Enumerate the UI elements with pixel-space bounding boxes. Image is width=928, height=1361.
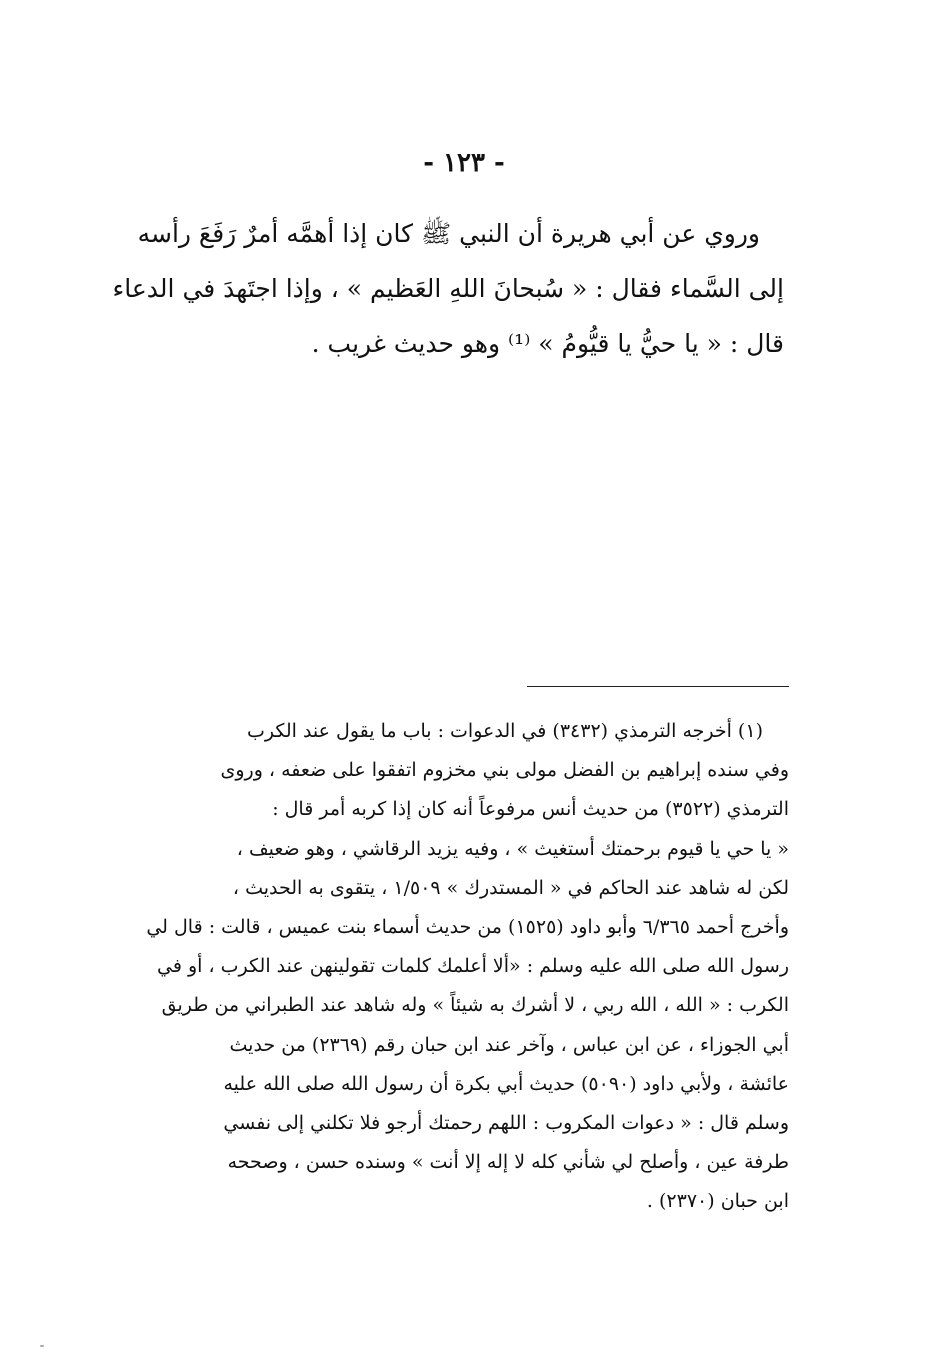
main-text-line: إلى السَّماء فقال : « سُبحانَ اللهِ العَظيم » ، وإذا اجتَهدَ في الدعاء — [112, 274, 784, 303]
footnote-line: رسول الله صلى الله عليه وسلم : «ألا أعلمك كلمات تقولينهن عند الكرب ، أو في — [157, 955, 789, 978]
footnote-line: أبي الجوزاء ، عن ابن عباس ، وآخر عند ابن حبان رقم (٢٣٦٩) من حديث — [229, 1033, 789, 1056]
footnote-line: طرفة عين ، وأصلح لي شأني كله لا إله إلا أنت » وسنده حسن ، وصححه — [227, 1151, 789, 1174]
footnote-line: لكن له شاهد عند الحاكم في « المستدرك » ١/٥٠٩ ، يتقوى به الحديث ، — [232, 876, 789, 899]
main-text — [112, 206, 784, 371]
footnote-divider — [527, 686, 789, 687]
page-number: - ١٢٣ - — [423, 148, 505, 178]
footnote-line: ابن حبان (٢٣٧٠) . — [646, 1190, 789, 1213]
footnote-line: عائشة ، ولأبي داود (٥٠٩٠) حديث أبي بكرة أن رسول الله صلى الله عليه — [223, 1072, 789, 1095]
footnote-line: الكرب : « الله ، الله ربي ، لا أشرك به شيئاً » وله شاهد عند الطبراني من طريق — [161, 994, 789, 1017]
footnote-line: (١) أخرجه الترمذي (٣٤٣٢) في الدعوات : باب ما يقول عند الكرب — [246, 720, 763, 742]
footnote-line: وسلم قال : « دعوات المكروب : اللهم رحمتك أرجو فلا تكلني إلى نفسي — [223, 1112, 789, 1135]
main-text-line: وروي عن أبي هريرة أن النبي ﷺ كان إذا أهمَّه أمرٌ رَفَعَ رأسه — [137, 219, 760, 248]
footnote-line: « يا حي يا قيوم برحمتك أستغيث » ، وفيه يزيد الرقاشي ، وهو ضعيف ، — [236, 837, 789, 860]
scan-speck — [40, 1345, 44, 1347]
main-text-line: قال : « يا حيُّ يا قيُّومُ » ⁽¹⁾ وهو حديث غريب . — [311, 329, 784, 358]
footnote-line: الترمذي (٣٥٢٢) من حديث أنس مرفوعاً أنه كان إذا كربه أمر قال : — [272, 798, 789, 821]
footnote-line: وفي سنده إبراهيم بن الفضل مولى بني مخزوم اتفقوا على ضعفه ، وروى — [220, 759, 789, 782]
footnotes — [134, 712, 789, 1222]
footnote-line: وأخرج أحمد ٦/٣٦٥ وأبو داود (١٥٢٥) من حديث أسماء بنت عميس ، قالت : قال لي — [146, 916, 789, 939]
